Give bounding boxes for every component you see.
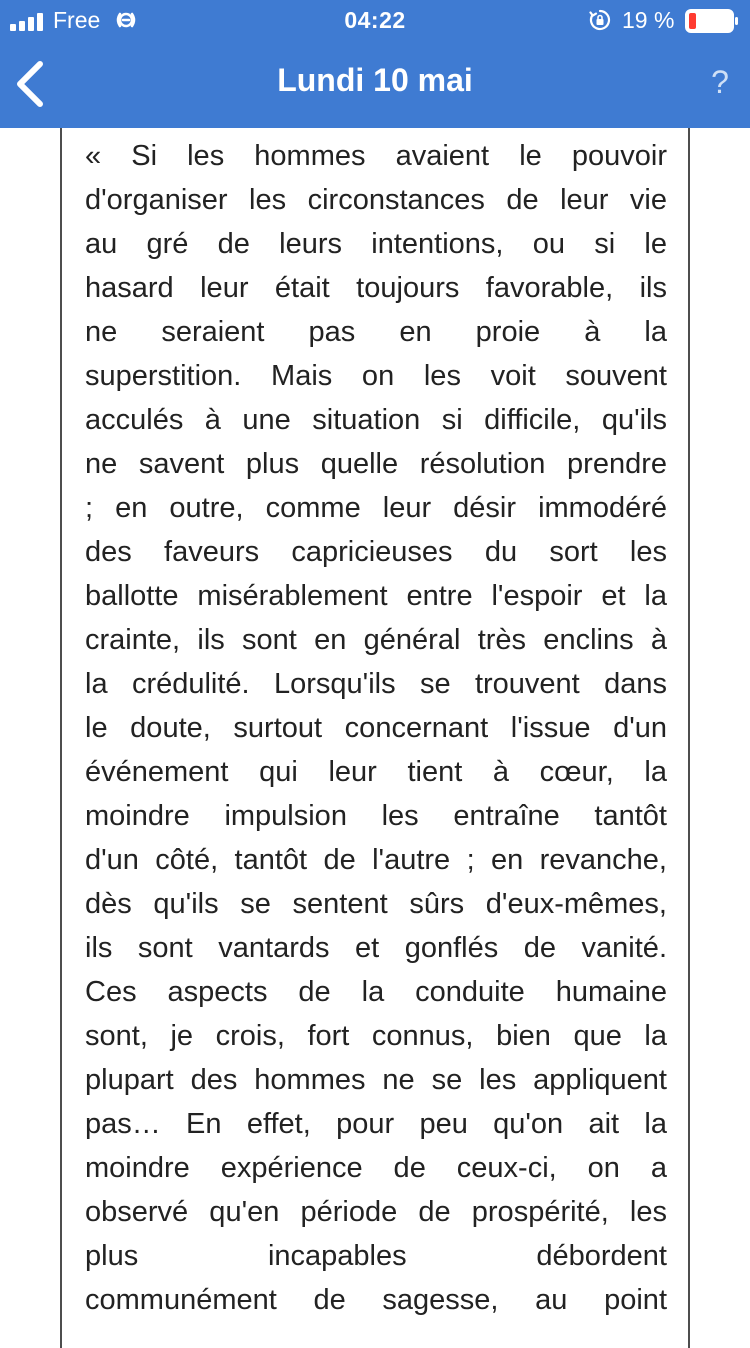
text-line: sont, je crois, fort connus, bien que la bbox=[85, 1020, 667, 1052]
text-line: ; en outre, comme leur désir immodéré bbox=[85, 492, 667, 524]
orientation-lock-icon bbox=[589, 9, 611, 31]
battery-percent: 19 % bbox=[622, 7, 675, 33]
text-line: crainte, ils sont en général très enclins à bbox=[85, 624, 667, 656]
text-line: ils sont vantards et gonflés de vanité. bbox=[85, 932, 667, 964]
battery-low-icon bbox=[685, 9, 739, 33]
text-line: d'un côté, tantôt de l'autre ; en revanche, bbox=[85, 844, 667, 876]
text-line: communément de sagesse, au point bbox=[85, 1284, 667, 1316]
text-line: moindre impulsion les entraîne tantôt bbox=[85, 800, 667, 832]
text-line: superstition. Mais on les voit souvent bbox=[85, 360, 667, 392]
text-content-panel bbox=[60, 128, 690, 1348]
text-line: ne savent plus quelle résolution prendre bbox=[85, 448, 667, 480]
text-line: ballotte misérablement entre l'espoir et la bbox=[85, 580, 667, 612]
status-bar bbox=[0, 0, 750, 42]
text-line: événement qui leur tient à cœur, la bbox=[85, 756, 667, 788]
text-line: des faveurs capricieuses du sort les bbox=[85, 536, 667, 568]
text-line: observé qu'en période de prospérité, les bbox=[85, 1196, 667, 1228]
text-line: plupart des hommes ne se les appliquent bbox=[85, 1064, 667, 1096]
text-line: acculés à une situation si difficile, qu'ils bbox=[85, 404, 667, 436]
text-line: le doute, surtout concernant l'issue d'un bbox=[85, 712, 667, 744]
text-line: pas… En effet, pour peu qu'on ait la bbox=[85, 1108, 667, 1140]
text-line: au gré de leurs intentions, ou si le bbox=[85, 228, 667, 260]
status-time: 04:22 bbox=[344, 7, 406, 33]
carrier-name: Free bbox=[53, 7, 101, 33]
text-line: « Si les hommes avaient le pouvoir bbox=[85, 140, 667, 172]
text-line: plus incapables débordent bbox=[85, 1240, 667, 1272]
quote-text bbox=[85, 134, 667, 1322]
text-line: d'organiser les circonstances de leur vie bbox=[85, 184, 667, 216]
help-button[interactable]: ? bbox=[711, 64, 729, 100]
text-line: ne seraient pas en proie à la bbox=[85, 316, 667, 348]
text-line: la crédulité. Lorsqu'ils se trouvent dans bbox=[85, 668, 667, 700]
text-line: dès qu'ils se sentent sûrs d'eux-mêmes, bbox=[85, 888, 667, 920]
page-title: Lundi 10 mai bbox=[277, 62, 473, 98]
text-line: moindre expérience de ceux-ci, on a bbox=[85, 1152, 667, 1184]
app-header bbox=[0, 0, 750, 128]
text-line: hasard leur était toujours favorable, ils bbox=[85, 272, 667, 304]
navigation-bar bbox=[0, 42, 750, 128]
text-line: Ces aspects de la conduite humaine bbox=[85, 976, 667, 1008]
